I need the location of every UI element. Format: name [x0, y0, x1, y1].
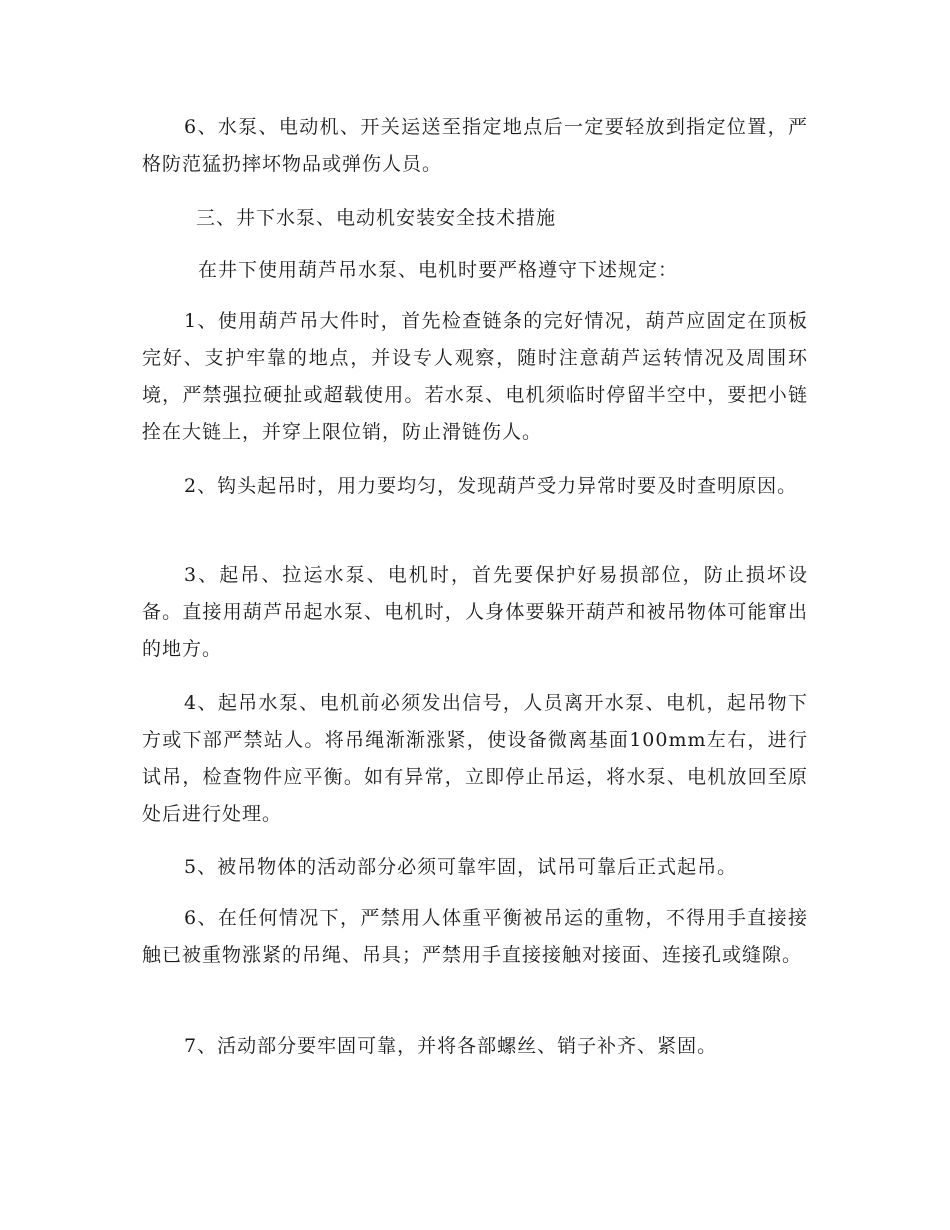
paragraph-item-6-transport: 6、水泵、电动机、开关运送至指定地点后一定要轻放到指定位置，严格防范猛扔摔坏物品或弹伤人员。 — [142, 116, 808, 175]
paragraph-item-5: 5、被吊物体的活动部分必须可靠牢固，试吊可靠后正式起吊。 — [184, 856, 738, 878]
section-heading-3: 三、井下水泵、电动机安装安全技术措施 — [196, 207, 557, 229]
paragraph-item-7: 7、活动部分要牢固可靠，并将各部螺丝、销子补齐、紧固。 — [184, 1035, 718, 1057]
paragraph-item-3: 3、起吊、拉运水泵、电机时，首先要保护好易损部位，防止损坏设备。直接用葫芦吊起水泵、电机时，人身体要躲开葫芦和被吊物体可能窜出的地方。 — [142, 564, 808, 660]
paragraph-item-4: 4、起吊水泵、电机前必须发出信号，人员离开水泵、电机，起吊物下方或下部严禁站人。将吊绳渐渐涨紧，使设备微离基面100mm左右，进行试吊，检查物件应平衡。如有异常，立即停止吊运，将水泵、电机放回至原处后进行处理。 — [142, 692, 808, 825]
intro-paragraph: 在井下使用葫芦吊水泵、电机时要严格遵守下述规定： — [198, 259, 679, 281]
paragraph-item-1: 1、使用葫芦吊大件时，首先检查链条的完好情况，葫芦应固定在顶板完好、支护牢靠的地点，并设专人观察，随时注意葫芦运转情况及周围环境，严禁强拉硬扯或超载使用。若水泵、电机须临时停留半空中，要把小链拴在大链上，并穿上限位销，防止滑链伤人。 — [142, 310, 808, 443]
paragraph-item-6: 6、在任何情况下，严禁用人体重平衡被吊运的重物，不得用手直接接触已被重物涨紧的吊绳、吊具；严禁用手直接接触对接面、连接孔或缝隙。 — [142, 907, 808, 966]
paragraph-item-2: 2、钩头起吊时，用力要均匀，发现葫芦受力异常时要及时查明原因。 — [184, 475, 798, 497]
